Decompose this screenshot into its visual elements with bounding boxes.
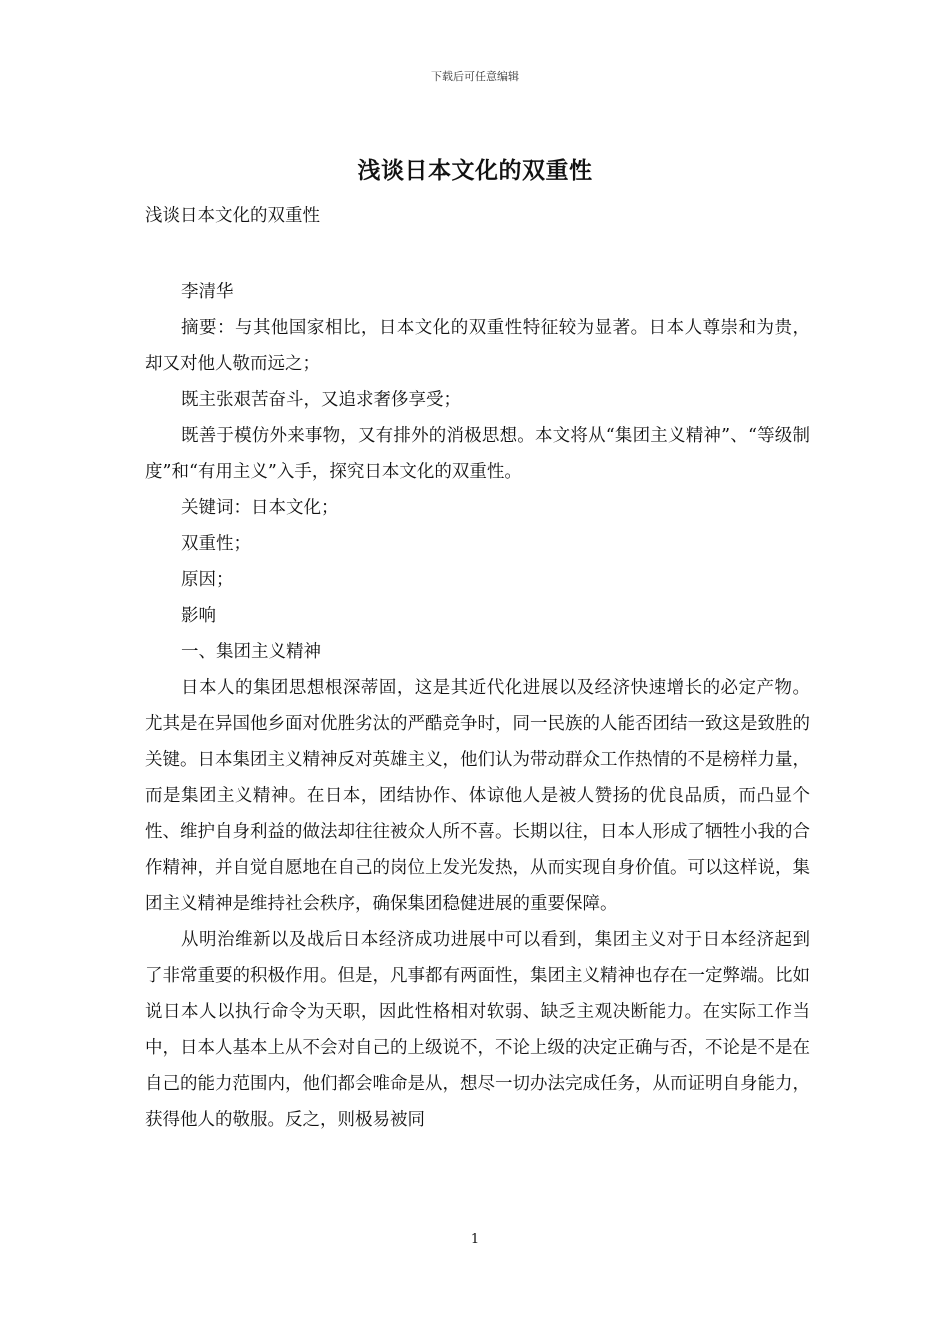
header-note: 下载后可任意编辑 [431,70,519,83]
keywords-label: 关键词：日本文化； [181,498,339,518]
keyword-item: 原因； [181,570,234,590]
page-number: 1 [470,1232,480,1247]
document-subtitle: 浅谈日本文化的双重性 [145,206,320,226]
body-paragraph: 从明治维新以及战后日本经济成功进展中可以看到，集团主义对于日本经济起到了非常重要的积极作用。但是，凡事都有两面性，集团主义精神也存在一定弊端。比如说日本人以执行命令为天职，因此性格相对软弱、缺乏主观决断能力。在实际工作当中，日本人基本上从不会对自己的上级说不，不论上级的决定正确与否，不论是不是在自己的能力范围内，他们都会唯命是从，想尽一切办法完成任务，从而证明自身能力，获得他人的敬服。反之，则极易被同 [145,930,810,1130]
keyword-item: 双重性； [181,534,251,554]
abstract-paragraph-2: 既主张艰苦奋斗，又追求奢侈享受； [181,390,461,410]
abstract-paragraph-3: 既善于模仿外来事物，又有排外的消极思想。本文将从“集团主义精神”、“等级制度”和“有用主义”入手，探究日本文化的双重性。 [145,426,810,482]
abstract-paragraph-1: 摘要：与其他国家相比，日本文化的双重性特征较为显著。日本人尊崇和为贵，却又对他人敬而远之； [145,318,810,374]
document-body [145,198,810,1138]
section-heading: 一、集团主义精神 [181,642,321,662]
body-paragraph: 日本人的集团思想根深蒂固，这是其近代化进展以及经济快速增长的必定产物。尤其是在异国他乡面对优胜劣汰的严酷竞争时，同一民族的人能否团结一致这是致胜的关键。日本集团主义精神反对英雄主义，他们认为带动群众工作热情的不是榜样力量，而是集团主义精神。在日本，团结协作、体谅他人是被人赞扬的优良品质，而凸显个性、维护自身利益的做法却往往被众人所不喜。长期以往，日本人形成了牺牲小我的合作精神，并自觉自愿地在自己的岗位上发光发热，从而实现自身价值。可以这样说，集团主义精神是维持社会秩序，确保集团稳健进展的重要保障。 [145,678,810,914]
keyword-item: 影响 [181,606,216,626]
document-title: 浅谈日本文化的双重性 [357,158,593,184]
author: 李清华 [181,282,234,302]
